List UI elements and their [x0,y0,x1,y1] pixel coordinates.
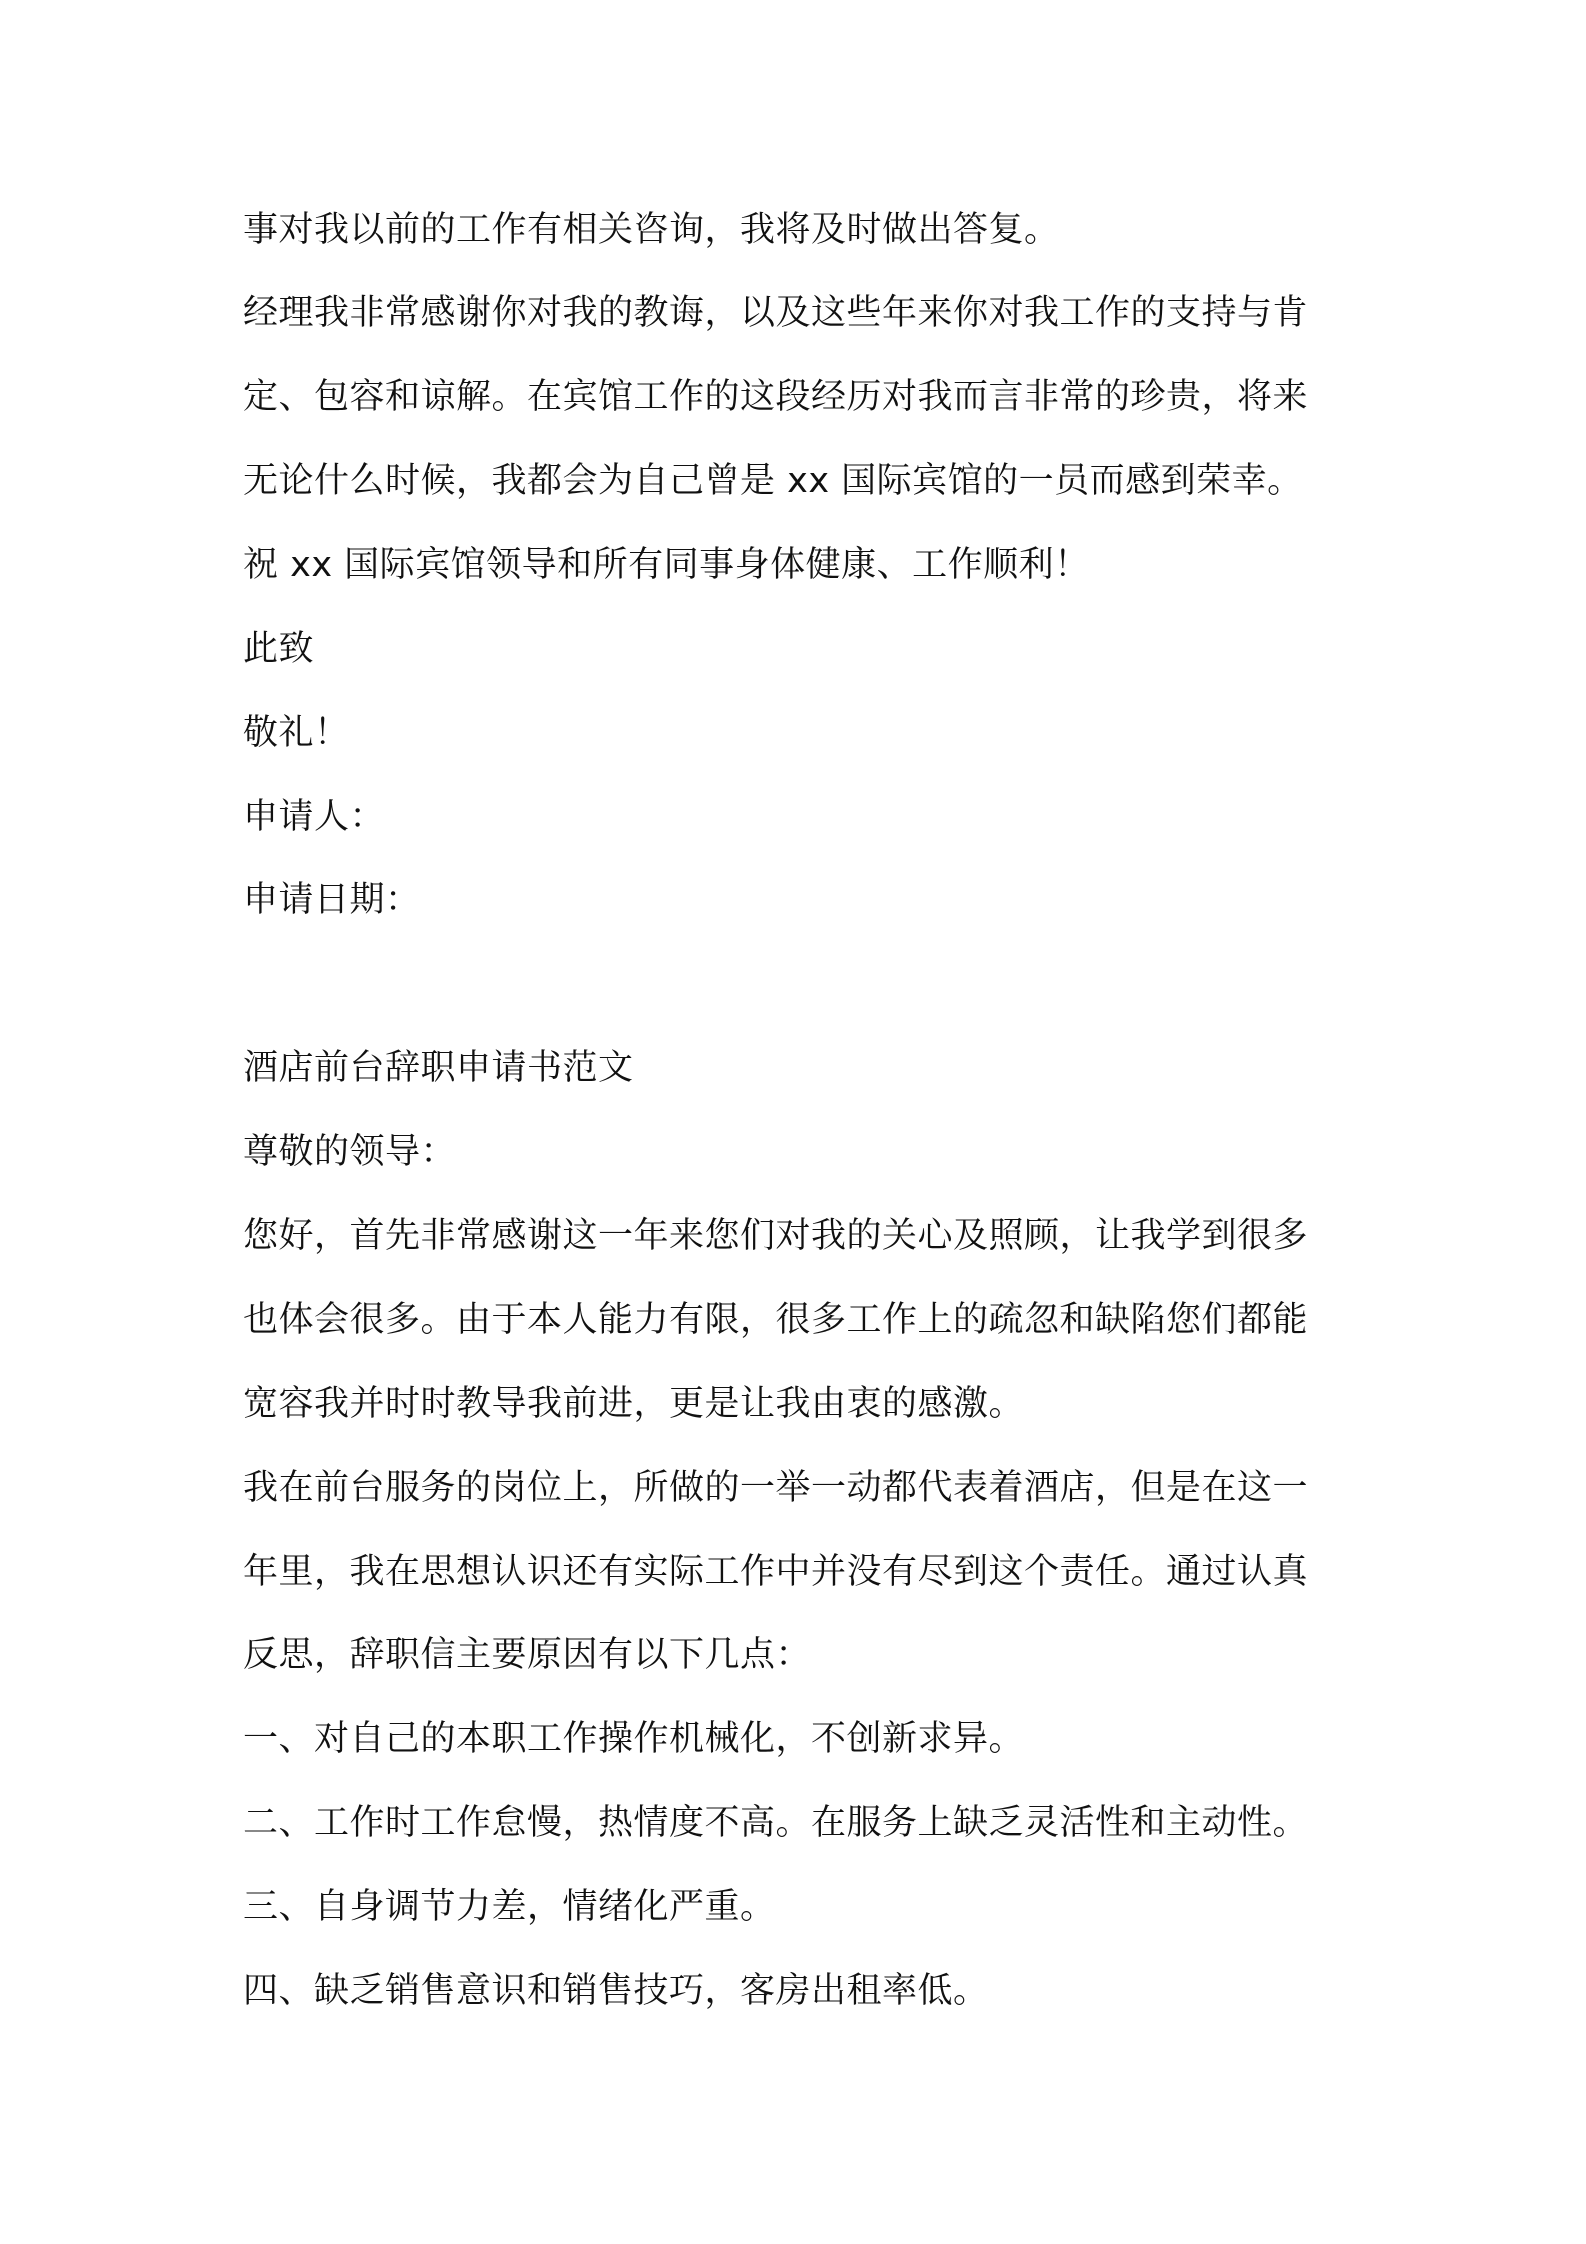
application-date-label: 申请日期： [243,880,421,920]
list-item: 四、缺乏销售意识和销售技巧，客房出租率低。 [243,1971,989,2011]
paragraph-line: 定、包容和谅解。在宾馆工作的这段经历对我而言非常的珍贵，将来 [243,377,1309,417]
paragraph-line: 您好，首先非常感谢这一年来您们对我的关心及照顾，让我学到很多 [243,1216,1309,1256]
paragraph-line: 祝 xx 国际宾馆领导和所有同事身体健康、工作顺利！ [243,545,1090,585]
list-item: 二、工作时工作怠慢，热情度不高。在服务上缺乏灵活性和主动性。 [243,1803,1309,1843]
paragraph-line: 宽容我并时时教导我前进，更是让我由衷的感激。 [243,1384,1025,1424]
paragraph-line: 经理我非常感谢你对我的教诲，以及这些年来你对我工作的支持与肯 [243,293,1309,333]
section-title: 酒店前台辞职申请书范文 [243,1048,634,1088]
paragraph-line: 我在前台服务的岗位上，所做的一举一动都代表着酒店，但是在这一 [243,1468,1309,1508]
salutation-line: 敬礼！ [243,713,350,753]
paragraph-line: 无论什么时候，我都会为自己曾是 xx 国际宾馆的一员而感到荣幸。 [243,461,1303,501]
paragraph-line: 年里，我在思想认识还有实际工作中并没有尽到这个责任。通过认真 [243,1552,1309,1592]
applicant-label: 申请人： [243,797,386,837]
paragraph-line: 事对我以前的工作有相关咨询，我将及时做出答复。 [243,210,1060,250]
paragraph-line: 反思，辞职信主要原因有以下几点： [243,1635,812,1675]
list-item: 一、对自己的本职工作操作机械化，不创新求异。 [243,1719,1025,1759]
closing-line: 此致 [243,629,315,669]
greeting-line: 尊敬的领导： [243,1132,457,1172]
list-item: 三、自身调节力差，情绪化严重。 [243,1887,776,1927]
paragraph-line: 也体会很多。由于本人能力有限，很多工作上的疏忽和缺陷您们都能 [243,1300,1309,1340]
